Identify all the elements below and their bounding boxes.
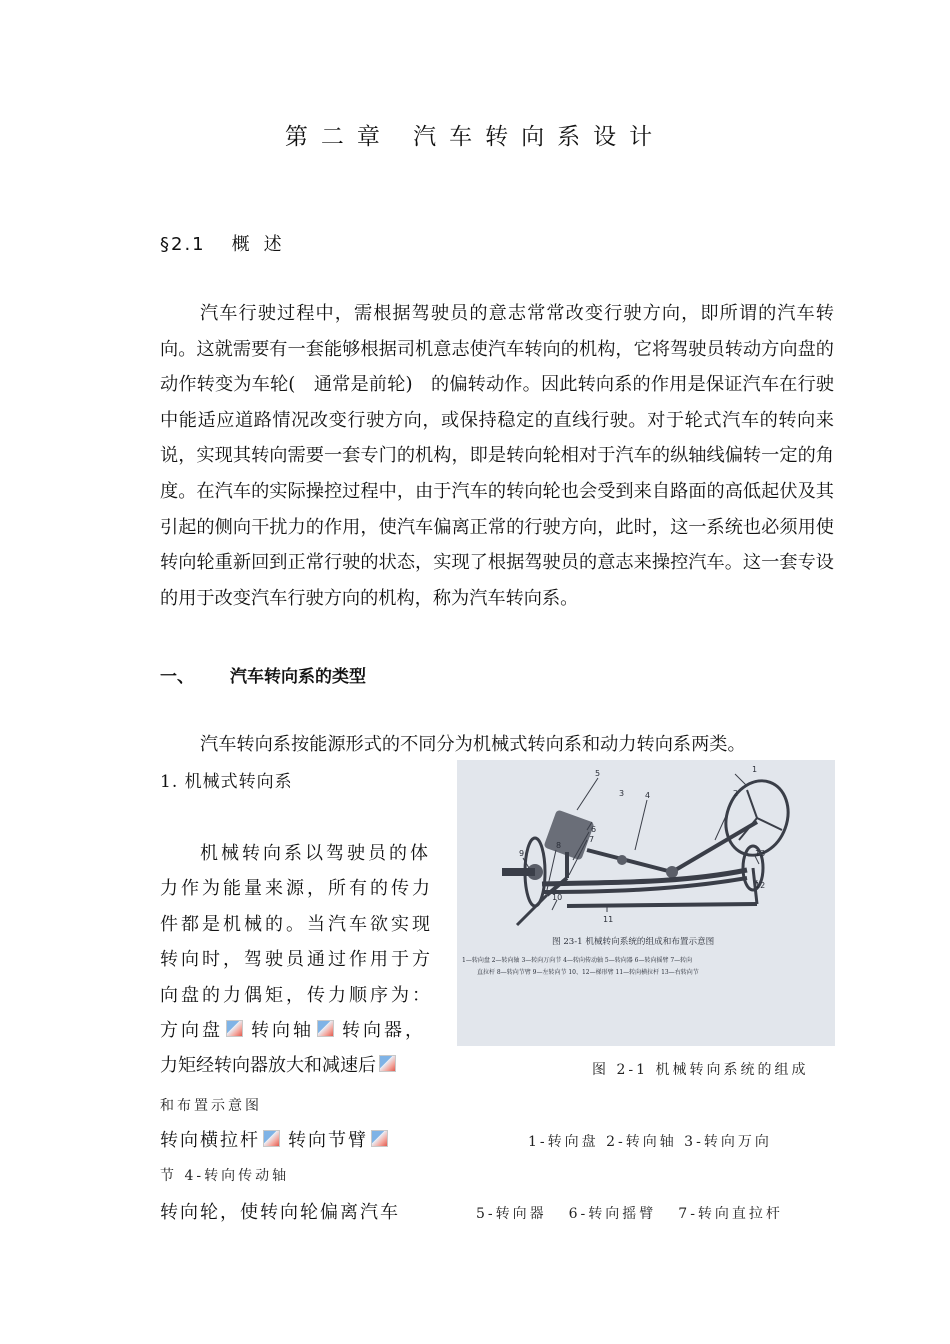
subsection-number: 一、 [160, 667, 194, 687]
figure-legend-line-2: 1-转向盘 2-转向轴 3-转向万向 [528, 1134, 772, 1150]
fig-inner-caption: 图 23-1 机械转向系统的组成和布置示意图 [552, 937, 715, 947]
subsection-heading [160, 662, 366, 687]
flow-torque-text: 力矩经转向器放大和减速后 [160, 1055, 376, 1077]
section-name: 概述 [231, 234, 296, 255]
fig-num-9: 9 [519, 849, 525, 858]
broken-image-icon [379, 1055, 396, 1072]
text-line: 向盘的力偶矩，传力顺序为： [160, 984, 433, 1006]
figure-steering-system-photo [457, 760, 835, 1046]
figure-legend-line-3 [476, 1203, 783, 1223]
fig-num-8: 8 [556, 841, 562, 850]
text-line: 件都是机械的。当汽车欲实现 [160, 913, 433, 935]
paragraph-types: 汽车转向系按能源形式的不同分为机械式转向系和动力转向系两类。 [200, 734, 746, 755]
fig-num-3: 3 [619, 789, 625, 798]
flow-line-3 [160, 1126, 396, 1152]
fig-num-1: 1 [752, 765, 758, 774]
legend-item: 6-转向摇臂 [568, 1206, 657, 1222]
broken-image-icon [317, 1020, 334, 1037]
figure-caption-line-1: 图 2-1 机械转向系统的组成 [592, 1062, 809, 1078]
broken-image-icon [263, 1130, 280, 1147]
legend-item: 7-转向直拉杆 [678, 1206, 783, 1222]
flow-steering-gear: 转向器， [342, 1019, 426, 1041]
section-heading [160, 230, 296, 256]
fig-legend-line-2: 直拉杆 8—转向节臂 9—左转向节 10、12—梯形臂 11—转向横拉杆 13—右转向节 [477, 969, 699, 976]
paragraph-overview: 汽车行驶过程中，需根据驾驶员的意志常常改变行驶方向，即所谓的汽车转向。这就需要有一套能够根据司机意志使汽车转向的机构，它将驾驶员转动方向盘的动作转变为车轮( 通常是前轮) 的偏转动作。因此转向系的作用是保证汽车在行驶中能适应道路情况改变行驶方向，或保持稳定的直线行驶。对于轮式汽车的转向来说，实现其转向需要一套专门的机构，即是转向轮相对于汽车的纵轴线偏转一定的角度。在汽车的实际操控过程中，由于汽车的转向轮也会受到来自路面的高低起伏及其引起的侧向干扰力的作用，使汽车偏离正常的行驶方向，此时，这一系统也必须用使转向轮重新回到正常行驶的状态，实现了根据驾驶员的意志来操控汽车。这一套专设的用于改变汽车行驶方向的机构，称为汽车转向系。 [160, 303, 834, 609]
legend-item: 5-转向器 [476, 1206, 547, 1222]
flow-tie-rod: 转向横拉杆 [160, 1130, 260, 1151]
fig-num-12: 12 [755, 881, 766, 890]
subsection-title: 汽车转向系的类型 [230, 667, 366, 687]
flow-steering-shaft: 转向轴 [251, 1019, 314, 1041]
fig-num-11: 11 [603, 915, 614, 924]
flow-line-2 [160, 1048, 446, 1083]
flow-steering-wheel: 方向盘 [160, 1019, 223, 1041]
flow-knuckle-arm: 转向节臂 [288, 1130, 368, 1151]
broken-image-icon [371, 1130, 388, 1147]
flow-line-1 [160, 1013, 446, 1048]
fig-num-4: 4 [645, 791, 651, 800]
text-line: 转向时，驾驶员通过作用于方 [160, 949, 433, 971]
section-number: §2.1 [160, 234, 206, 255]
broken-image-icon [226, 1020, 243, 1037]
fig-num-13: 13 [755, 849, 766, 858]
text-line: 力作为能量来源，所有的传力 [160, 878, 433, 900]
chapter-title: 第二章 汽车转向系设计 [284, 124, 666, 150]
fig-legend-line-1: 1—转向盘 2—转向轴 3—转向万向节 4—转向传动轴 5—转向器 6—转向摇臂 7—转向 [462, 957, 693, 964]
steering-system-diagram [457, 760, 835, 1046]
fig-num-6: 6 [591, 825, 597, 834]
mechanical-description [160, 836, 446, 1084]
fig-num-7: 7 [589, 835, 595, 844]
flow-line-4: 转向轮，使转向轮偏离汽车 [160, 1202, 400, 1223]
figure-legend-line-2b: 节 4-转向传动轴 [160, 1168, 290, 1184]
text-line: 机械转向系以驾驶员的体 [200, 843, 431, 864]
fig-num-5: 5 [595, 769, 601, 778]
fig-num-10: 10 [552, 893, 563, 902]
figure-caption-line-1b: 和布置示意图 [160, 1098, 262, 1114]
fig-num-2: 2 [733, 789, 739, 798]
item-heading-mechanical: 1. 机械式转向系 [160, 772, 293, 792]
